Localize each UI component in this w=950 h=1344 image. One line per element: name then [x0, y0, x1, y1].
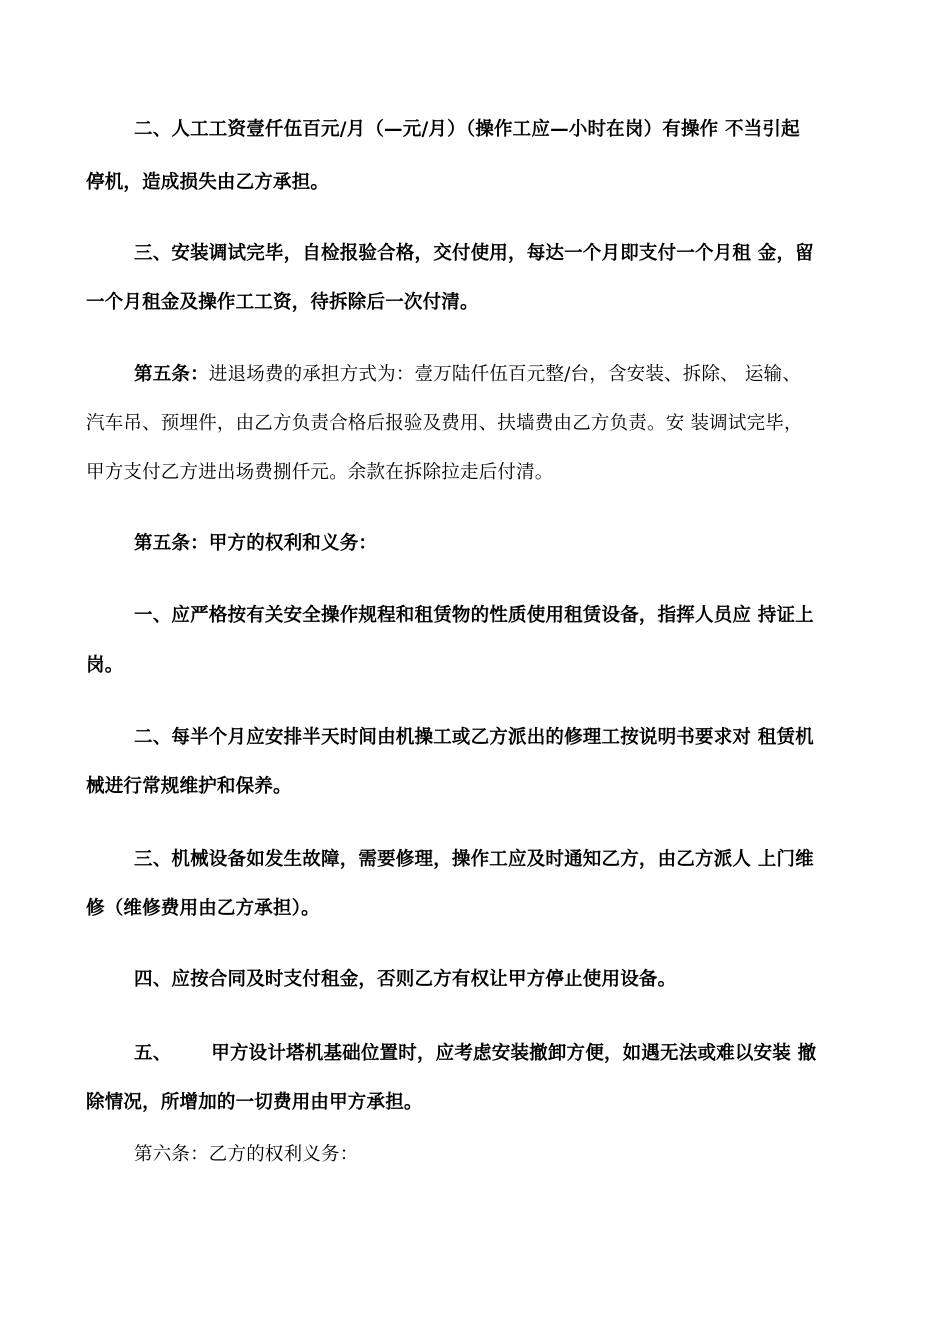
paragraph-6-line-2: 械进行常规维护和保养。: [86, 776, 292, 797]
paragraph-3-line-3: 甲方支付乙方进出场费捌仟元。余款在拆除拉走后付清。: [86, 462, 554, 483]
paragraph-3-line-2: 汽车吊、预埋件，由乙方负责合格后报验及费用、扶墙费由乙方负责。安 装调试完毕，: [86, 413, 803, 434]
article-heading-party-a: 第五条：甲方的权利和义务：: [134, 533, 378, 554]
paragraph-9-line-2: 除情况，所增加的一切费用由甲方承担。: [86, 1092, 423, 1113]
paragraph-3-text: 进退场费的承担方式为：壹万陆仟伍百元整/台，含安装、拆除、 运输、: [208, 364, 802, 385]
paragraph-1-line-1: 二、人工工资壹仟伍百元/月（—元/月）（操作工应—小时在岗）有操作 不当引起: [134, 119, 800, 140]
paragraph-8-line-1: 四、应按合同及时支付租金，否则乙方有权让甲方停止使用设备。: [134, 969, 677, 990]
article-heading-party-b: 第六条：乙方的权利义务：: [134, 1144, 359, 1165]
paragraph-3-line-1: [134, 363, 801, 387]
paragraph-7-line-1: 三、机械设备如发生故障，需要修理，操作工应及时通知乙方，由乙方派人 上门维: [134, 849, 814, 870]
paragraph-2-line-2: 一个月租金及操作工工资，待拆除后一次付清。: [86, 292, 479, 313]
paragraph-6-line-1: 二、每半个月应安排半天时间由机操工或乙方派出的修理工按说明书要求对 租赁机: [134, 727, 814, 748]
paragraph-5-line-1: 一、应严格按有关安全操作规程和租赁物的性质使用租赁设备，指挥人员应 持证上: [134, 605, 814, 626]
paragraph-1-line-2: 停机，造成损失由乙方承担。: [86, 172, 330, 193]
paragraph-9-line-1: 五、 甲方设计塔机基础位置时，应考虑安装撤卸方便，如遇无法或难以安装 撤: [134, 1043, 817, 1064]
paragraph-7-line-2: 修（维修费用由乙方承担）。: [86, 898, 320, 919]
paragraph-2-line-1: 三、安装调试完毕，自检报验合格，交付使用，每达一个月即支付一个月租 金，留: [134, 243, 814, 264]
article-lead: 第五条：: [134, 364, 209, 385]
paragraph-5-line-2: 岗。: [86, 655, 124, 676]
